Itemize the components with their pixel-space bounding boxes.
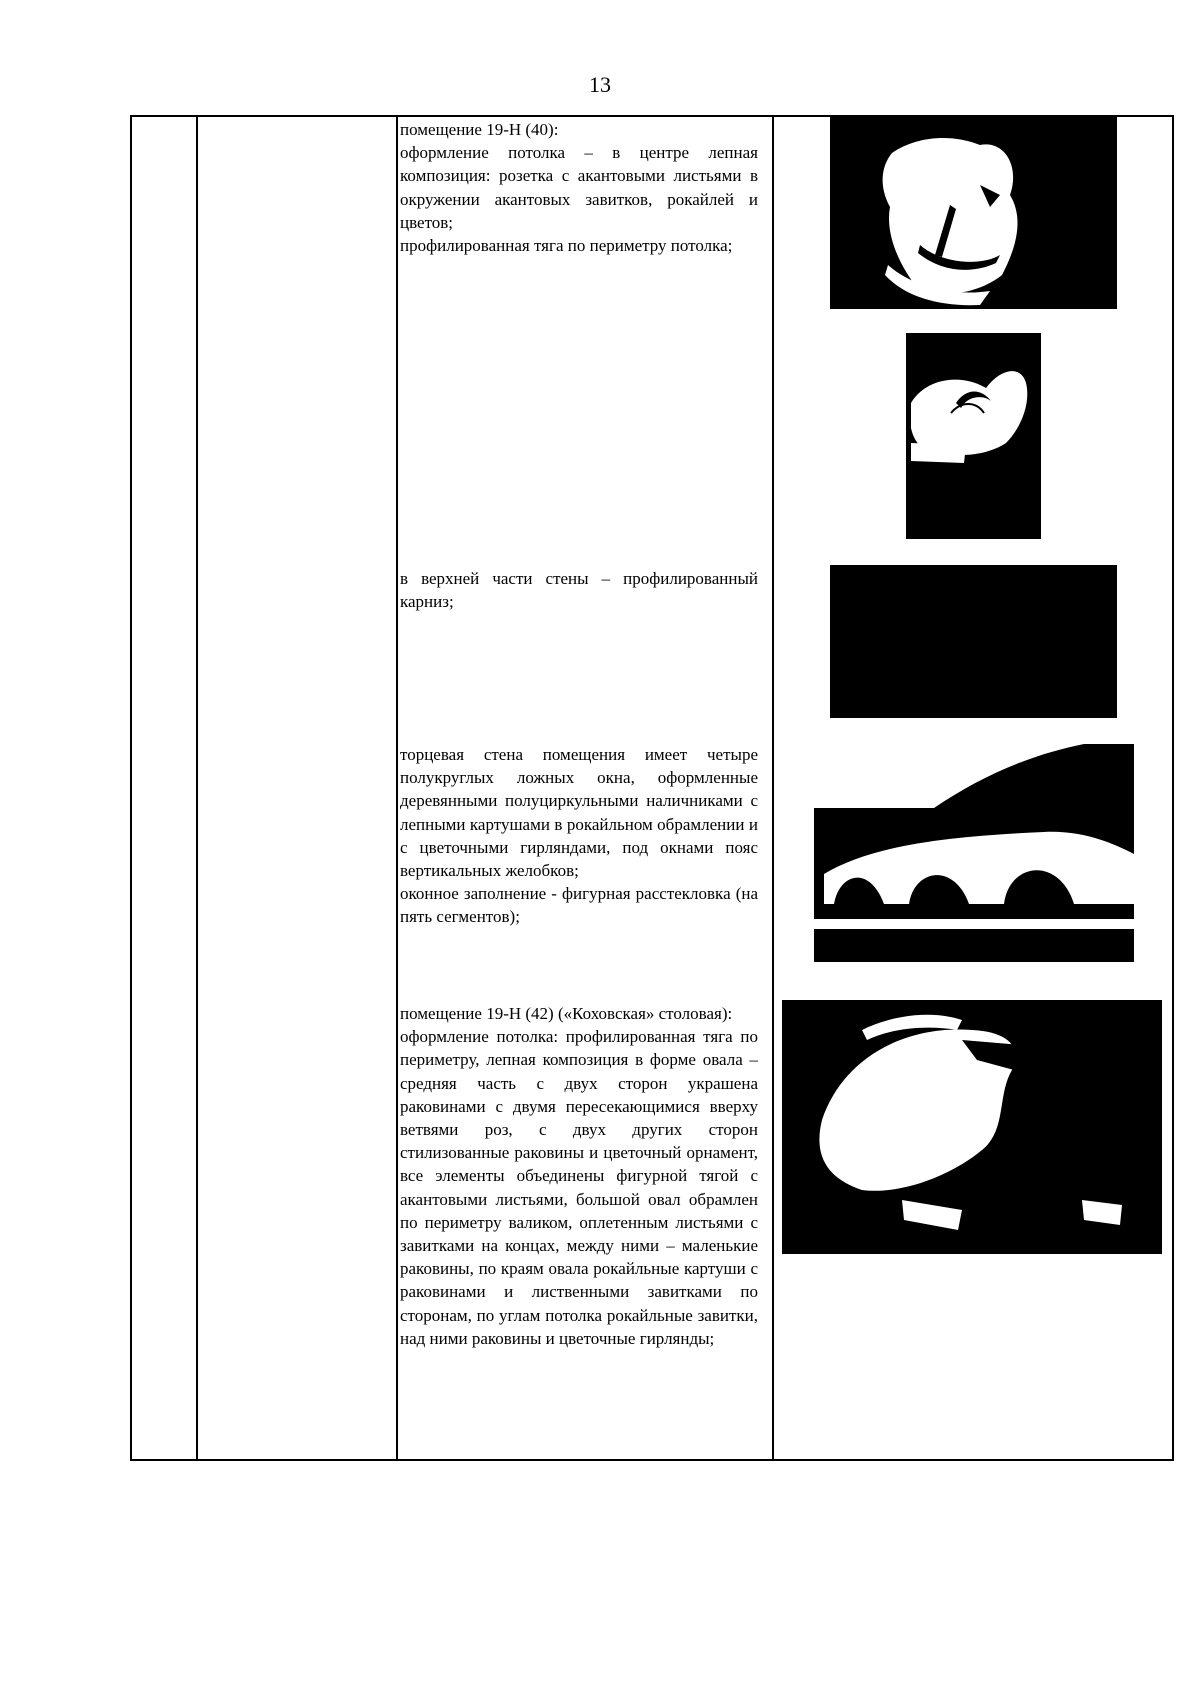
paragraph: оформление потолка: профилированная тяга по периметру, лепная композиция в форме овала – средняя часть с двух сторон украшена раковинами с двумя пересекающимися вверху ветвями роз, с двух других сторон стилизованные раковины и цветочный орнамент, все элементы объединены фигурной тягой с акантовыми листьями, большой овал обрамлен по периметру валиком, оплетенным листьями с завитками на концах, между ними – маленькие раковины, по краям овала рокайльные картуши с раковинами и лиственными завитками по сторонам, по углам потолка рокайльные завитки, над ними раковины и цветочные гирлянды;	[400, 1027, 758, 1348]
paragraph: оконное заполнение - фигурная расстекловка (на пять сегментов);	[400, 884, 758, 927]
paragraph: торцевая стена помещения имеет четыре полукруглых ложных окна, оформленные деревянными полуциркульными наличниками с лепными картушами в рокайльном обрамлении и с цветочными гирляндами, под окнами пояс вертикальных желобков;	[400, 745, 758, 881]
text-block-cornice	[400, 567, 758, 613]
paragraph: помещение 19-Н (42) («Коховская» столовая):	[400, 1004, 733, 1023]
photo-cornice	[830, 565, 1117, 718]
paragraph: в верхней части стены – профилированный карниз;	[400, 569, 758, 612]
text-block-room-40	[400, 118, 758, 257]
paragraph: помещение 19-Н (40):	[400, 120, 559, 139]
column-divider	[196, 117, 198, 1459]
page-number: 13	[589, 72, 611, 97]
paragraph: профилированная тяга по периметру потолка;	[400, 236, 733, 256]
photo-ceiling-detail	[906, 333, 1041, 539]
column-divider	[772, 117, 774, 1459]
paragraph: оформление потолка – в центре лепная композиция: розетка с акантовыми листьями в окружении акантовых завитков, рокайлей и цветов;	[400, 143, 758, 232]
text-block-end-wall	[400, 743, 758, 929]
photo-false-windows	[814, 744, 1134, 962]
column-divider	[396, 117, 398, 1459]
text-block-room-42	[400, 1002, 758, 1350]
photo-ceiling-rosette	[830, 115, 1117, 309]
photo-oval-ceiling	[782, 1000, 1162, 1254]
